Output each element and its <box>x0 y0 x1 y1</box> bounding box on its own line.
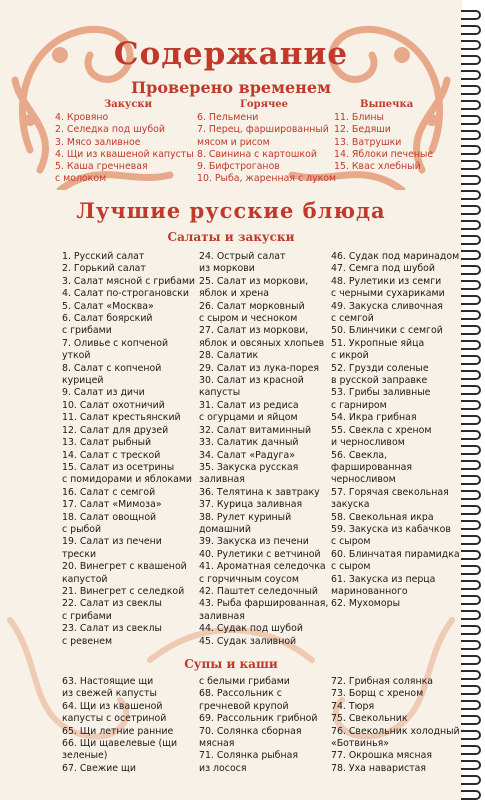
list-item: 30. Салат из красной <box>199 375 304 387</box>
list-item: 50. Блинчики с семгой <box>331 325 443 337</box>
list-item: 18. Салат овощной <box>62 511 157 523</box>
list-item: 48. Рулетики из семги <box>331 275 442 287</box>
list-item: из свежей капусты <box>62 688 157 700</box>
list-item: 5. Каша гречневая <box>55 161 148 173</box>
list-item: фаршированная <box>331 461 412 473</box>
list-item: с рыбой <box>62 523 102 535</box>
list-item: с сыром и чесноком <box>199 313 298 325</box>
list-item: 37. Курица заливная <box>199 499 303 511</box>
list-item: 25. Салат из моркови, <box>199 275 309 287</box>
binding-ring <box>461 565 481 575</box>
binding-ring <box>461 295 481 305</box>
binding-ring <box>461 310 481 320</box>
list-item: 46. Судак под маринадом <box>331 251 460 262</box>
list-item: 7. Перец, фаршированный <box>197 124 329 136</box>
list-item: 12. Салат для друзей <box>62 424 169 436</box>
list-item: курицей <box>62 375 104 387</box>
binding-ring <box>461 775 481 785</box>
list-item: в русской заправке <box>331 375 428 387</box>
list-item: 51. Укропные яйца <box>331 337 425 349</box>
binding-ring <box>461 580 481 590</box>
list-item: с грибами <box>62 610 112 622</box>
binding-ring <box>461 160 481 170</box>
column-head-vypechka: Выпечка <box>360 99 414 110</box>
list-item: капусты с осетриной <box>62 713 167 725</box>
binding-ring <box>461 550 481 560</box>
proven-list-col2 <box>197 112 336 186</box>
list-item: мясная <box>199 738 235 750</box>
list-item: 72. Грибная солянка <box>331 676 433 687</box>
list-item: 35. Закуска русская <box>199 461 299 473</box>
list-item: 63. Настоящие щи <box>62 676 154 687</box>
binding-ring <box>461 730 481 740</box>
binding-ring <box>461 190 481 200</box>
list-item: 76. Свекольник холодный <box>331 725 460 737</box>
list-item: 39. Закуска из печени <box>199 536 309 548</box>
binding-ring <box>461 280 481 290</box>
binding-ring <box>461 265 481 275</box>
list-item: 41. Ароматная селедочка <box>199 561 326 573</box>
list-item: «Ботвинья» <box>331 738 390 750</box>
list-item: 5. Салат «Москва» <box>62 300 154 312</box>
list-item: 8. Салат с копченой <box>62 362 162 374</box>
list-item: с помидорами и яблоками <box>62 474 193 486</box>
list-item: 4. Кровяно <box>55 112 109 123</box>
list-item: с гарниром <box>331 399 387 411</box>
list-item: 3. Салат мясной с грибами <box>62 275 195 287</box>
binding-ring <box>461 745 481 755</box>
binding-ring <box>461 400 481 410</box>
binding-ring <box>461 130 481 140</box>
binding-ring <box>461 385 481 395</box>
binding-ring <box>461 655 481 665</box>
list-item: с ревенем <box>62 635 113 647</box>
list-item: мясом и рисом <box>197 136 270 148</box>
binding-ring <box>461 640 481 650</box>
list-item: 4. Щи из квашеной капусты <box>55 148 194 160</box>
list-item: 47. Семга под шубой <box>331 263 435 275</box>
list-item: 65. Щи летние ранние <box>62 725 174 737</box>
list-item: 38. Рулет куриный <box>199 511 292 523</box>
list-item: 70. Солянка сборная <box>199 725 302 737</box>
list-item: домашний <box>199 523 251 535</box>
binding-ring <box>461 445 481 455</box>
list-item: 13. Ватрушки <box>334 136 402 148</box>
salads-col3 <box>331 251 460 611</box>
list-item: 20. Винегрет с квашеной <box>62 561 187 573</box>
list-item: 15. Салат из осетрины <box>62 461 175 473</box>
list-item: 49. Закуска сливочная <box>331 300 443 312</box>
list-item: 27. Салат из моркови, <box>199 325 309 337</box>
list-item: 56. Свекла, <box>331 449 388 461</box>
soups-col3 <box>331 676 460 775</box>
list-item: с огурцами и яйцом <box>199 412 298 424</box>
list-item: 8. Свинина с картошкой <box>197 148 317 160</box>
list-item: 73. Борщ с хреном <box>331 688 424 700</box>
list-item: 36. Телятина к завтраку <box>199 486 320 498</box>
list-item: из лосося <box>199 762 247 774</box>
list-item: 54. Икра грибная <box>331 412 417 424</box>
binding-ring <box>461 175 481 185</box>
binding-ring <box>461 715 481 725</box>
list-item: 14. Салат с треской <box>62 449 161 461</box>
list-item: 10. Салат охотничий <box>62 399 165 411</box>
binding-ring <box>461 250 481 260</box>
list-item: 74. Тюря <box>331 700 375 712</box>
list-item: заливная <box>199 610 245 622</box>
salads-col2 <box>199 251 328 648</box>
binding-ring <box>461 595 481 605</box>
list-item: 62. Мухоморы <box>331 598 400 610</box>
list-item: 16. Салат с семгой <box>62 486 156 498</box>
list-item: 17. Салат «Мимоза» <box>62 499 162 511</box>
list-item: 9. Бифстроганов <box>197 161 280 173</box>
binding-ring <box>461 325 481 335</box>
soups-heading: Супы и каши <box>184 657 278 671</box>
list-item: 21. Винегрет с селедкой <box>62 585 185 597</box>
binding-ring <box>461 100 481 110</box>
list-item: 15. Квас хлебный <box>334 161 421 173</box>
list-item: трески <box>62 548 97 560</box>
binding-ring <box>461 10 481 20</box>
list-item: 29. Салат из лука-порея <box>199 362 319 374</box>
list-item: 12. Бедяши <box>334 124 391 136</box>
binding-ring <box>461 625 481 635</box>
list-item: 3. Мясо заливное <box>55 136 141 148</box>
list-item: гречневой крупой <box>199 700 289 712</box>
list-item: с семгой <box>331 313 374 325</box>
soups-col1 <box>62 676 177 775</box>
list-item: 71. Солянка рыбная <box>199 750 298 762</box>
binding-ring <box>461 70 481 80</box>
list-item: 34. Салат «Радуга» <box>199 449 295 461</box>
binding-ring <box>461 700 481 710</box>
list-item: маринованного <box>331 585 408 597</box>
binding-ring <box>461 790 481 800</box>
list-item: 28. Салатик <box>199 350 259 362</box>
binding-ring <box>461 760 481 770</box>
list-item: с сыром <box>331 561 371 573</box>
list-item: 69. Рассольник грибной <box>199 713 318 725</box>
proven-list-col1 <box>55 112 194 186</box>
list-item: 6. Салат боярский <box>62 313 153 325</box>
list-item: с сыром <box>331 536 371 548</box>
binding-ring <box>461 610 481 620</box>
column-head-zakuski: Закуски <box>104 99 153 110</box>
list-item: с черными сухариками <box>331 288 445 300</box>
list-item: 31. Салат из редиса <box>199 399 299 411</box>
list-item: яблок и овсяных хлопьев <box>199 337 325 349</box>
list-item: 57. Горячая свекольная <box>331 486 449 498</box>
soups-col2 <box>199 676 317 775</box>
list-item: 78. Уха наваристая <box>331 762 427 774</box>
list-item: 61. Закуска из перца <box>331 573 436 585</box>
binding-ring <box>461 235 481 245</box>
list-item: 23. Салат из свеклы <box>62 623 162 635</box>
list-item: 4. Салат по-строгановски <box>62 288 189 300</box>
list-item: 24. Острый салат <box>199 251 286 262</box>
list-item: 10. Рыба, жаренная с луком <box>197 173 337 185</box>
list-item: 64. Щи из квашеной <box>62 700 163 712</box>
spiral-binding <box>462 0 485 800</box>
list-item: 7. Оливье с копченой <box>62 337 169 349</box>
binding-ring <box>461 460 481 470</box>
list-item: и черносливом <box>331 437 405 449</box>
best-dishes-title: Лучшие русские блюда <box>76 198 386 223</box>
list-item: заливная <box>199 474 245 486</box>
column-head-goryachee: Горячее <box>240 99 288 110</box>
list-item: капустой <box>62 573 108 585</box>
binding-ring <box>461 490 481 500</box>
binding-ring <box>461 25 481 35</box>
page-title: Содержание <box>113 36 349 72</box>
list-item: 9. Салат из дичи <box>62 387 145 399</box>
list-item: 66. Щи щавелевые (щи <box>62 738 178 750</box>
list-item: 22. Салат из свеклы <box>62 598 162 610</box>
binding-ring <box>461 535 481 545</box>
list-item: с грибами <box>62 325 112 337</box>
list-item: 44. Судак под шубой <box>199 623 303 635</box>
binding-ring <box>461 220 481 230</box>
list-item: 32. Салат витаминный <box>199 424 312 436</box>
list-item: 26. Салат морковный <box>199 300 305 312</box>
list-item: 52. Грузди соленые <box>331 362 429 374</box>
salads-heading: Салаты и закуски <box>167 230 295 244</box>
binding-ring <box>461 685 481 695</box>
binding-ring <box>461 145 481 155</box>
list-item: 45. Судак заливной <box>199 635 297 647</box>
list-item: из моркови <box>199 263 255 275</box>
list-item: 11. Блины <box>334 112 384 123</box>
list-item: 19. Салат из печени <box>62 536 162 548</box>
binding-ring <box>461 505 481 515</box>
list-item: капусты <box>199 387 241 399</box>
page-subtitle: Проверено временем <box>131 78 331 97</box>
binding-ring <box>461 415 481 425</box>
list-item: с горчичным соусом <box>199 573 299 585</box>
list-item: 14. Яблоки печеные <box>334 148 434 160</box>
binding-ring <box>461 475 481 485</box>
list-item: черносливом <box>331 474 396 486</box>
list-item: 55. Свекла с хреном <box>331 424 432 436</box>
list-item: яблок и хрена <box>199 288 270 300</box>
list-item: 43. Рыба фаршированная, <box>199 598 329 610</box>
list-item: 13. Салат рыбный <box>62 437 152 449</box>
binding-ring <box>461 370 481 380</box>
binding-ring <box>461 55 481 65</box>
list-item: 6. Пельмени <box>197 112 259 123</box>
list-item: закуска <box>331 499 370 511</box>
list-item: 53. Грибы заливные <box>331 387 431 399</box>
list-item: с икрой <box>331 350 369 362</box>
list-item: 11. Салат крестьянский <box>62 412 181 424</box>
list-item: 2. Селедка под шубой <box>55 124 165 136</box>
list-item: уткой <box>62 350 91 362</box>
list-item: 75. Свекольник <box>331 713 408 725</box>
binding-ring <box>461 85 481 95</box>
list-item: с молоком <box>55 173 107 185</box>
proven-list-col3 <box>334 112 433 173</box>
list-item: 33. Салатик дачный <box>199 437 299 449</box>
binding-ring <box>461 340 481 350</box>
list-item: зеленые) <box>62 750 108 762</box>
list-item: с белыми грибами <box>199 676 290 687</box>
binding-ring <box>461 205 481 215</box>
list-item: 67. Свежие щи <box>62 762 136 774</box>
list-item: 40. Рулетики с ветчиной <box>199 548 321 560</box>
list-item: 68. Рассольник с <box>199 688 282 700</box>
binding-ring <box>461 670 481 680</box>
binding-ring <box>461 40 481 50</box>
list-item: 1. Русский салат <box>62 251 145 262</box>
list-item: 2. Горький салат <box>62 263 146 275</box>
binding-ring <box>461 355 481 365</box>
list-item: 59. Закуска из кабачков <box>331 523 451 535</box>
list-item: 77. Окрошка мясная <box>331 750 432 762</box>
list-item: 58. Свекольная икра <box>331 511 434 523</box>
binding-ring <box>461 430 481 440</box>
list-item: 60. Блинчатая пирамидка <box>331 548 460 560</box>
binding-ring <box>461 520 481 530</box>
salads-col1 <box>62 251 195 648</box>
list-item: 42. Паштет селедочный <box>199 585 318 597</box>
binding-ring <box>461 115 481 125</box>
